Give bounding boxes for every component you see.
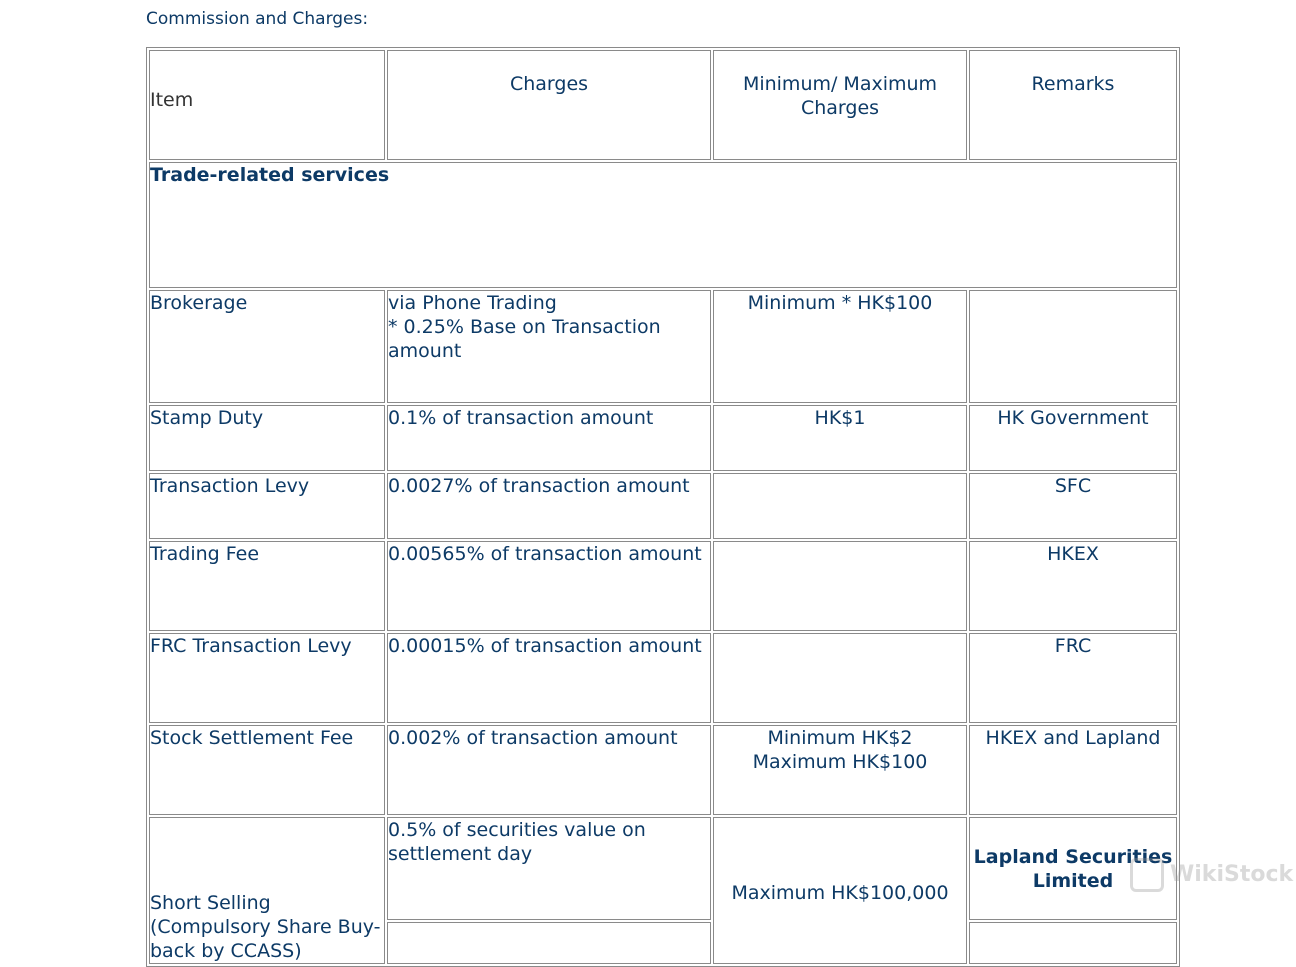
row-minmax-line2: Maximum HK$100 bbox=[752, 751, 928, 773]
row-remarks: SFC bbox=[969, 473, 1177, 539]
row-item: Brokerage bbox=[149, 290, 385, 403]
row-minmax bbox=[713, 541, 967, 631]
header-remarks: Remarks bbox=[969, 50, 1177, 160]
row-remarks bbox=[969, 290, 1177, 403]
row-remarks: HK Government bbox=[969, 405, 1177, 471]
table-row bbox=[149, 725, 1177, 815]
row-item: Short Selling (Compulsory Share Buy-back by CCASS) bbox=[149, 817, 385, 964]
header-charges: Charges bbox=[387, 50, 711, 160]
row-minmax: Minimum * HK$100 bbox=[713, 290, 967, 403]
header-item: Item bbox=[149, 50, 385, 160]
row-remarks: HKEX and Lapland bbox=[969, 725, 1177, 815]
table-header-row bbox=[149, 50, 1177, 160]
row-charges bbox=[387, 290, 711, 403]
row-minmax: HK$1 bbox=[713, 405, 967, 471]
row-charges: 0.002% of transaction amount bbox=[387, 725, 711, 815]
row-charges-extra bbox=[387, 922, 711, 964]
row-item: Trading Fee bbox=[149, 541, 385, 631]
row-charges: 0.5% of securities value on settlement day bbox=[387, 817, 711, 920]
section-row bbox=[149, 162, 1177, 288]
table-row bbox=[149, 817, 1177, 920]
row-charges-line1: via Phone Trading bbox=[388, 292, 557, 314]
table-row bbox=[149, 290, 1177, 403]
row-charges: 0.00565% of transaction amount bbox=[387, 541, 711, 631]
table-row bbox=[149, 473, 1177, 539]
row-minmax bbox=[713, 725, 967, 815]
watermark bbox=[1130, 858, 1293, 892]
row-charges: 0.00015% of transaction amount bbox=[387, 633, 711, 723]
row-remarks: Lapland Securities Limited bbox=[969, 817, 1177, 920]
row-item: Stock Settlement Fee bbox=[149, 725, 385, 815]
row-minmax bbox=[713, 473, 967, 539]
header-minmax: Minimum/ Maximum Charges bbox=[713, 50, 967, 160]
table-row bbox=[149, 541, 1177, 631]
row-remarks: HKEX bbox=[969, 541, 1177, 631]
row-charges: 0.1% of transaction amount bbox=[387, 405, 711, 471]
row-remarks-extra bbox=[969, 922, 1177, 964]
row-remarks: FRC bbox=[969, 633, 1177, 723]
watermark-text: WikiStock bbox=[1170, 862, 1294, 887]
section-title: Trade-related services bbox=[149, 162, 1177, 288]
row-charges-line2: * 0.25% Base on Transaction amount bbox=[388, 316, 661, 362]
table-row bbox=[149, 405, 1177, 471]
row-minmax: Maximum HK$100,000 bbox=[713, 817, 967, 964]
row-charges: 0.0027% of transaction amount bbox=[387, 473, 711, 539]
table-row bbox=[149, 633, 1177, 723]
wikistock-logo-icon bbox=[1130, 858, 1164, 892]
row-item: FRC Transaction Levy bbox=[149, 633, 385, 723]
row-item: Transaction Levy bbox=[149, 473, 385, 539]
row-item: Stamp Duty bbox=[149, 405, 385, 471]
commission-charges-table bbox=[146, 47, 1180, 967]
row-minmax bbox=[713, 633, 967, 723]
page-heading: Commission and Charges: bbox=[146, 9, 369, 29]
row-minmax-line1: Minimum HK$2 bbox=[767, 727, 913, 749]
